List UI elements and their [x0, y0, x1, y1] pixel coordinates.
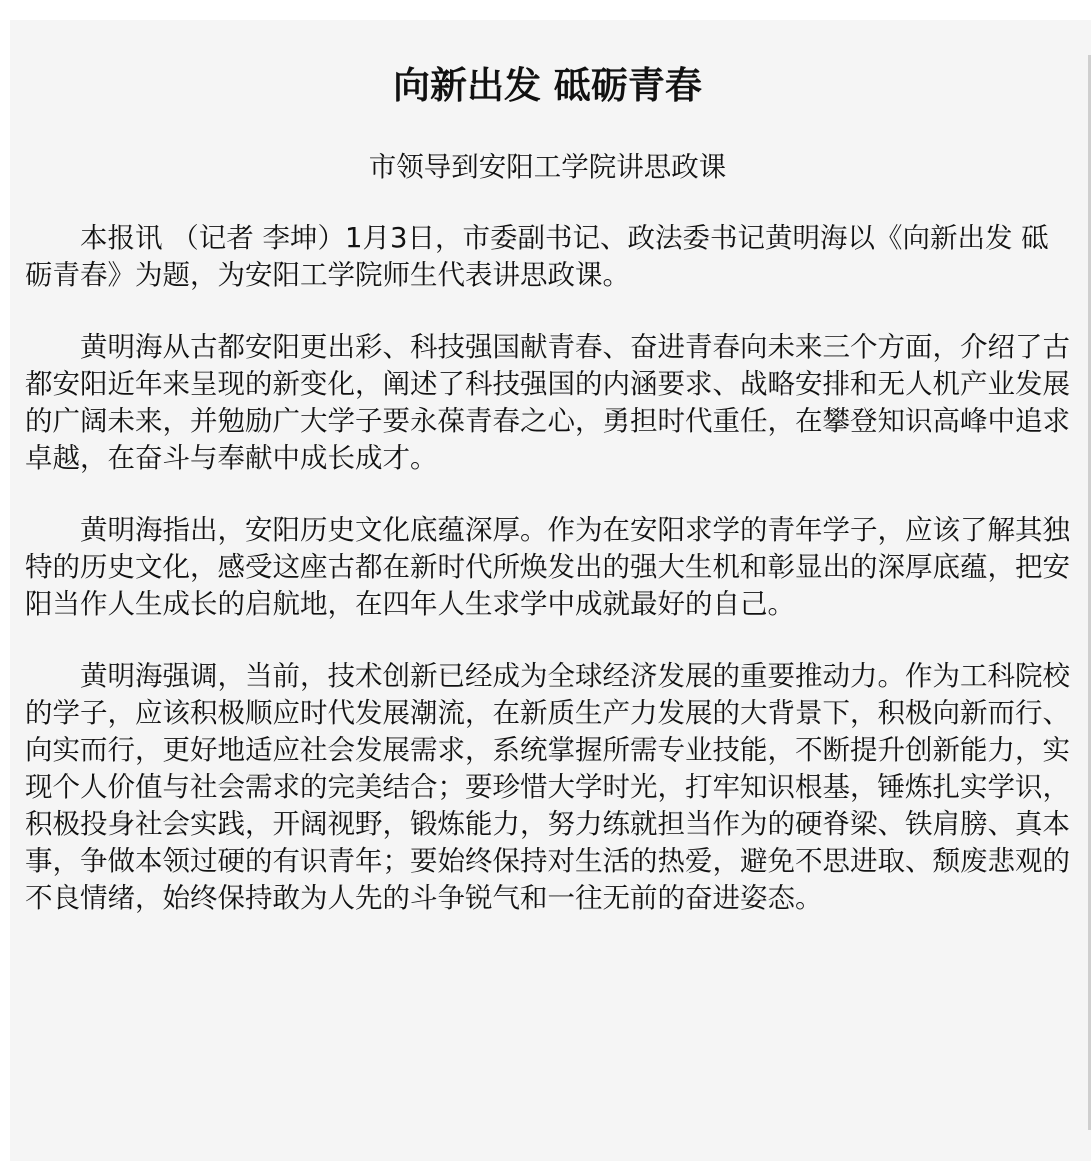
paragraph-1: 本报讯 （记者 李坤）1月3日，市委副书记、政法委书记黄明海以《向新出发 砥砺青春》为题，为安阳工学院师生代表讲思政课。 [25, 222, 1049, 291]
article-subtitle: 市领导到安阳工学院讲思政课 [368, 151, 727, 183]
article-page [10, 20, 1091, 1161]
article-title: 向新出发 砥砺青春 [393, 64, 702, 107]
article-content [25, 20, 1070, 917]
paragraph-3: 黄明海指出，安阳历史文化底蕴深厚。作为在安阳求学的青年学子，应该了解其独特的历史文化，感受这座古都在新时代所焕发出的强大生机和彰显出的深厚底蕴，把安阳当作人生成长的启航地，在四年人生求学中成就最好的自己。 [25, 514, 1070, 620]
paragraph-2: 黄明海从古都安阳更出彩、科技强国献青春、奋进青春向未来三个方面，介绍了古都安阳近年来呈现的新变化，阐述了科技强国的内涵要求、战略安排和无人机产业发展的广阔未来，并勉励广大学子要永葆青春之心，勇担时代重任，在攀登知识高峰中追求卓越，在奋斗与奉献中成长成才。 [25, 331, 1070, 474]
paragraph-4: 黄明海强调，当前，技术创新已经成为全球经济发展的重要推动力。作为工科院校的学子，应该积极顺应时代发展潮流，在新质生产力发展的大背景下，积极向新而行、向实而行，更好地适应社会发展需求，系统掌握所需专业技能，不断提升创新能力，实现个人价值与社会需求的完美结合；要珍惜大学时光，打牢知识根基，锤炼扎实学识，积极投身社会实践，开阔视野，锻炼能力，努力练就担当作为的硬脊梁、铁肩膀、真本事，争做本领过硬的有识青年；要始终保持对生活的热爱，避免不思进取、颓废悲观的不良情绪，始终保持敢为人先的斗争锐气和一往无前的奋进姿态。 [25, 660, 1070, 914]
